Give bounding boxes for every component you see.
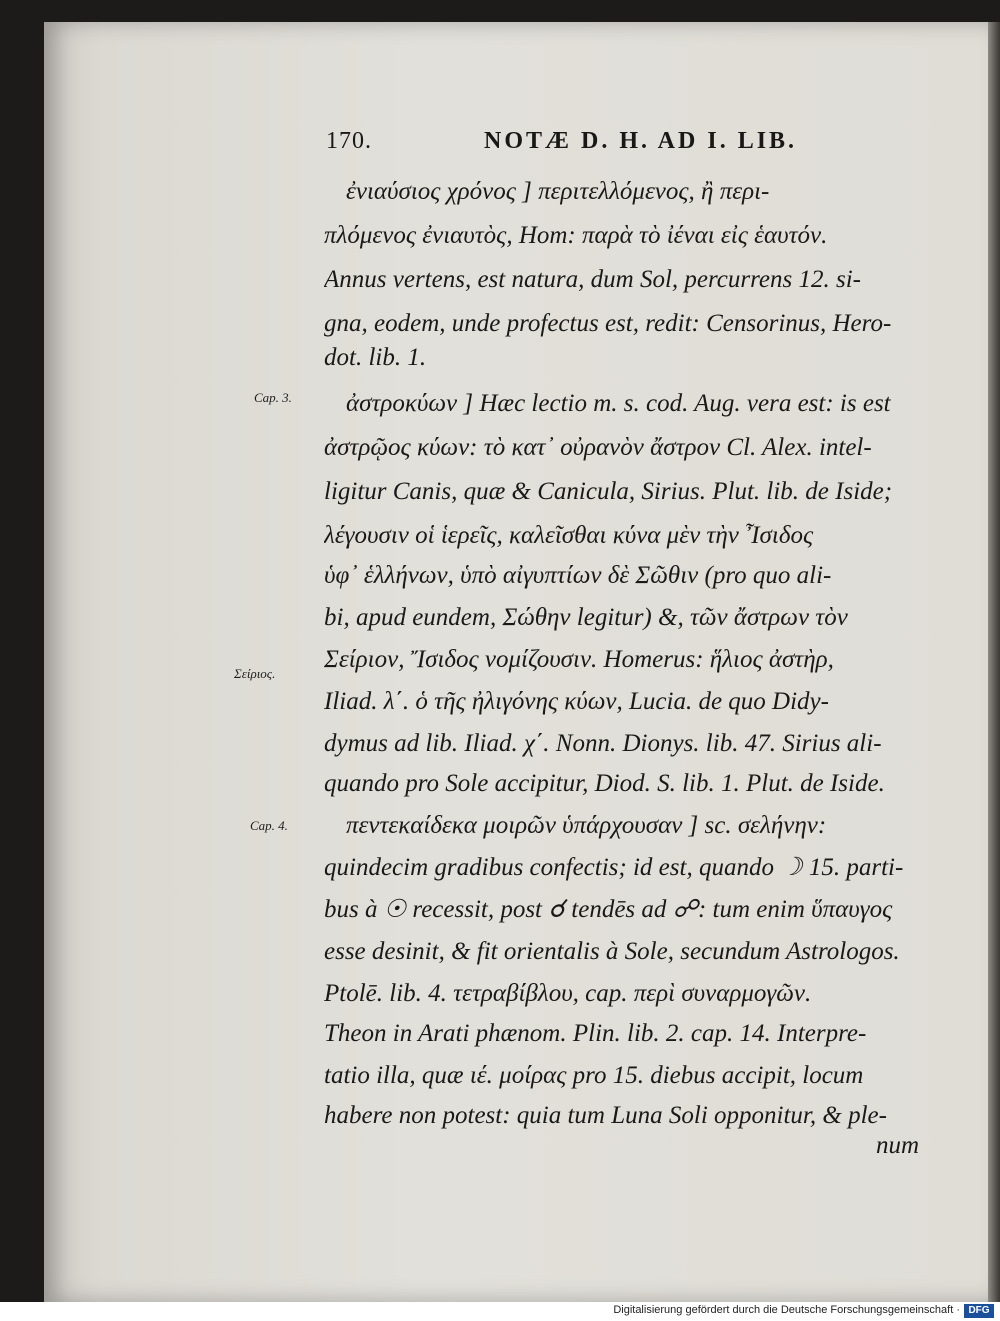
text-line: ὑφ᾽ ἑλλήνων, ὑπὸ αἰγυπτίων δὲ Σῶθιν (pro quo ali-	[324, 562, 832, 589]
catchword: num	[876, 1132, 920, 1159]
text-line: quando pro Sole accipitur, Diod. S. lib. 1. Plut. de Iside.	[324, 770, 885, 797]
page-edge	[988, 22, 1000, 1302]
text-line: Annus vertens, est natura, dum Sol, percurrens 12. si-	[324, 266, 861, 293]
margin-note: Cap. 4.	[250, 818, 288, 833]
footer-credit: Digitalisierung gefördert durch die Deutsche Forschungsgemeinschaft ·	[613, 1304, 960, 1316]
text-line: bi, apud eundem, Σώθην legitur) &, τῶν ἄστρων τὸν	[324, 604, 848, 631]
text-line: ἀστροκύων ] Hæc lectio m. s. cod. Aug. vera est: is est	[346, 390, 891, 417]
text-line: Iliad. λ΄. ὁ τῆς ἠλιγόνης κύων, Lucia. de quo Didy-	[324, 688, 829, 715]
text-line: dymus ad lib. Iliad. χ΄. Nonn. Dionys. lib. 47. Sirius ali-	[324, 730, 882, 757]
text-line: πλόμενος ἐνιαυτὸς, Hom: παρὰ τὸ ἰέναι εἰς ἑαυτόν.	[324, 222, 828, 249]
running-head-title: NOTÆ D. H. AD I. LIB.	[484, 128, 798, 154]
text-line: tatio illa, quæ ιέ. μοίρας pro 15. diebus accipit, locum	[324, 1062, 864, 1089]
text-line: Theon in Arati phænom. Plin. lib. 2. cap. 14. Interpre-	[324, 1020, 867, 1047]
text-line: dot. lib. 1.	[324, 344, 427, 371]
margin-note: Cap. 3.	[254, 390, 292, 405]
text-line: esse desinit, & fit orientalis à Sole, secundum Astrologos.	[324, 938, 900, 965]
page-number: 170.	[326, 128, 372, 154]
text-line: habere non potest: quia tum Luna Soli opponitur, & ple-	[324, 1102, 887, 1129]
text-line: λέγουσιν οἱ ἱερεῖς, καλεῖσθαι κύνα μὲν τὴν Ἶσιδος	[324, 522, 814, 549]
footer-bar	[0, 1302, 1000, 1321]
text-line: gna, eodem, unde profectus est, redit: Censorinus, Hero-	[324, 310, 892, 337]
text-line: πεντεκαίδεκα μοιρῶν ὑπάρχουσαν ] sc. σελήνην:	[346, 812, 827, 839]
text-line: ἀστρῷος κύων: τὸ κατ᾽ οὐρανὸν ἄστρον Cl. Alex. intel-	[324, 434, 872, 461]
text-line: quindecim gradibus confectis; id est, quando ☽ 15. parti-	[324, 854, 904, 881]
running-head	[326, 128, 966, 162]
text-line: ἐνιαύσιος χρόνος ] περιτελλόμενος, ἢ περι-	[346, 178, 770, 205]
text-line: ligitur Canis, quæ & Canicula, Sirius. Plut. lib. de Iside;	[324, 478, 893, 505]
text-line: Ptolē. lib. 4. τετραβίβλου, cap. περὶ συναρμογῶν.	[324, 980, 812, 1007]
text-line: bus à ☉ recessit, post ☌ tendēs ad ☍: tum enim ὕπαυγος	[324, 896, 893, 923]
dfg-logo-icon[interactable]: DFG	[964, 1304, 994, 1318]
margin-note: Σείριος.	[234, 666, 276, 681]
text-line: Σείριον, Ἴσιδος νομίζουσιν. Homerus: ἥλιος ἀστὴρ,	[324, 646, 834, 673]
